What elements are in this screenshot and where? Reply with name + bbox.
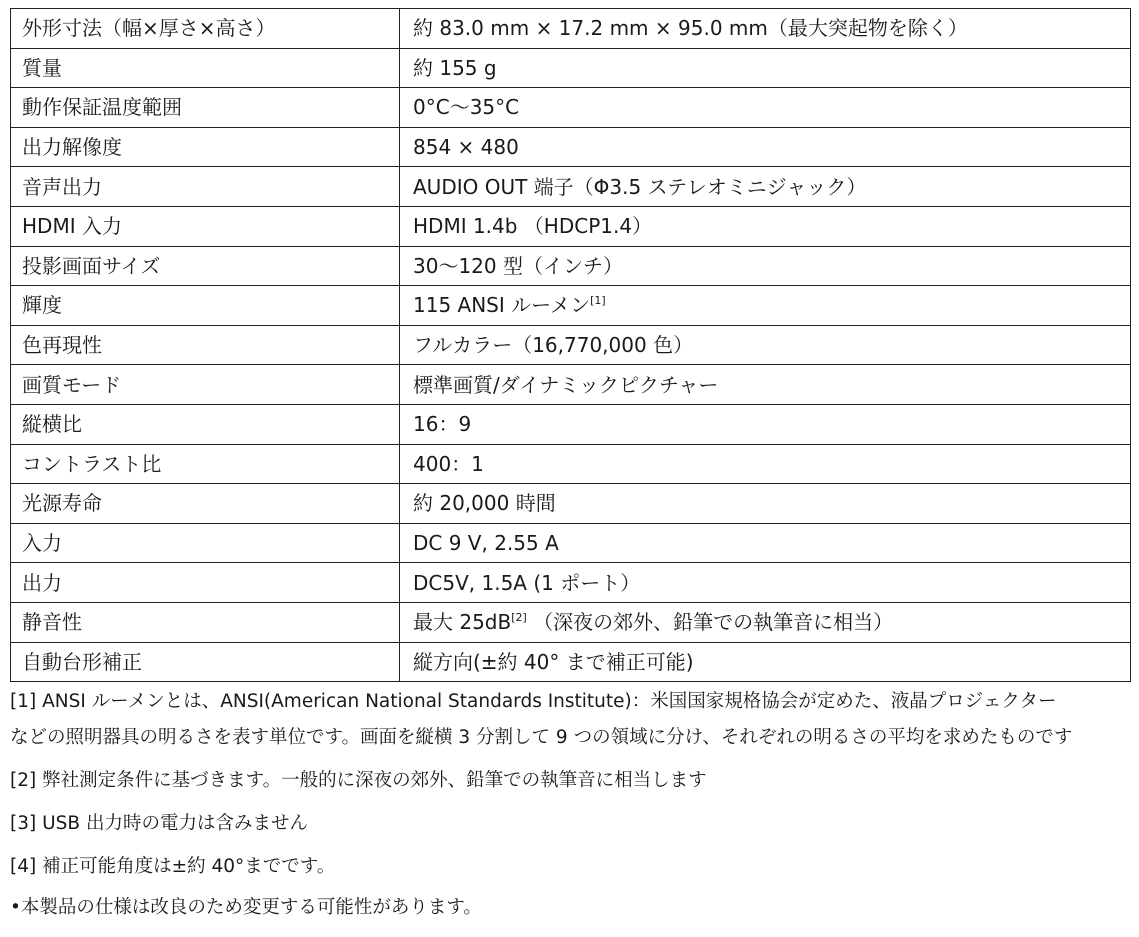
table-row (11, 48, 1131, 88)
spec-label: 静音性 (11, 602, 400, 642)
spec-label: 縦横比 (11, 404, 400, 444)
table-row (11, 563, 1131, 603)
spec-label: 動作保証温度範囲 (11, 88, 400, 128)
spec-label: 出力 (11, 563, 400, 603)
spec-value: HDMI 1.4b （HDCP1.4） (400, 206, 1131, 246)
table-row (11, 9, 1131, 49)
table-row (11, 642, 1131, 682)
spec-value: 0°C〜35°C (400, 88, 1131, 128)
spec-label: 入力 (11, 523, 400, 563)
spec-value-cell (400, 602, 1131, 642)
spec-label: 光源寿命 (11, 484, 400, 524)
spec-label: 自動台形補正 (11, 642, 400, 682)
spec-label: 輝度 (11, 286, 400, 326)
spec-value: AUDIO OUT 端子（Φ3.5 ステレオミニジャック） (400, 167, 1131, 207)
spec-value-cell (400, 286, 1131, 326)
table-row (11, 167, 1131, 207)
footnote-1-line-1: [1] ANSI ルーメンとは、ANSI(American National Standards Institute)：米国国家規格協会が定めた、液晶プロジェクター (10, 691, 1057, 712)
spec-table (10, 8, 1131, 682)
spec-value: DC5V, 1.5A (1 ポート） (400, 563, 1131, 603)
spec-value: 400：1 (400, 444, 1131, 484)
spec-value: 標準画質/ダイナミックピクチャー (400, 365, 1131, 405)
spec-value: 約 20,000 時間 (400, 484, 1131, 524)
table-row (11, 88, 1131, 128)
spec-value: DC 9 V, 2.55 A (400, 523, 1131, 563)
spec-label: 色再現性 (11, 325, 400, 365)
footnote-ref: [2] (511, 611, 527, 625)
footnote-4: [4] 補正可能角度は±約 40°までです。 (10, 856, 336, 877)
spec-label: HDMI 入力 (11, 206, 400, 246)
footnote-1-line-2: などの照明器具の明るさを表す単位です。画面を縦横 3 分割して 9 つの領域に分け、それぞれの明るさの平均を求めたものです (10, 727, 1073, 748)
spec-value: 縦方向(±約 40° まで補正可能) (400, 642, 1131, 682)
table-row (11, 206, 1131, 246)
footnote-ref: [1] (590, 294, 606, 308)
table-row (11, 404, 1131, 444)
spec-label: コントラスト比 (11, 444, 400, 484)
spec-label: 音声出力 (11, 167, 400, 207)
spec-label: 投影画面サイズ (11, 246, 400, 286)
spec-label: 画質モード (11, 365, 400, 405)
table-row (11, 444, 1131, 484)
spec-value: 115 ANSI ルーメン (413, 293, 591, 318)
table-row (11, 127, 1131, 167)
spec-label: 外形寸法（幅×厚さ×高さ） (11, 9, 400, 49)
table-row (11, 602, 1131, 642)
footnote-2: [2] 弊社測定条件に基づきます。一般的に深夜の郊外、鉛筆での執筆音に相当します (10, 770, 707, 791)
spec-value: 30〜120 型（インチ） (400, 246, 1131, 286)
table-row (11, 484, 1131, 524)
disclaimer-note: •本製品の仕様は改良のため変更する可能性があります。 (10, 897, 482, 918)
table-row (11, 523, 1131, 563)
spec-value: フルカラー（16,770,000 色） (400, 325, 1131, 365)
spec-label: 質量 (11, 48, 400, 88)
table-row (11, 286, 1131, 326)
spec-value-suffix: （深夜の郊外、鉛筆での執筆音に相当） (526, 610, 894, 635)
spec-value: 約 155 g (400, 48, 1131, 88)
table-row (11, 325, 1131, 365)
spec-label: 出力解像度 (11, 127, 400, 167)
spec-value: 16：9 (400, 404, 1131, 444)
spec-value: 854 × 480 (400, 127, 1131, 167)
table-row (11, 365, 1131, 405)
spec-value: 最大 25dB (413, 610, 512, 635)
footnote-3: [3] USB 出力時の電力は含みません (10, 813, 308, 834)
spec-value: 約 83.0 mm × 17.2 mm × 95.0 mm（最大突起物を除く） (400, 9, 1131, 49)
table-row (11, 246, 1131, 286)
